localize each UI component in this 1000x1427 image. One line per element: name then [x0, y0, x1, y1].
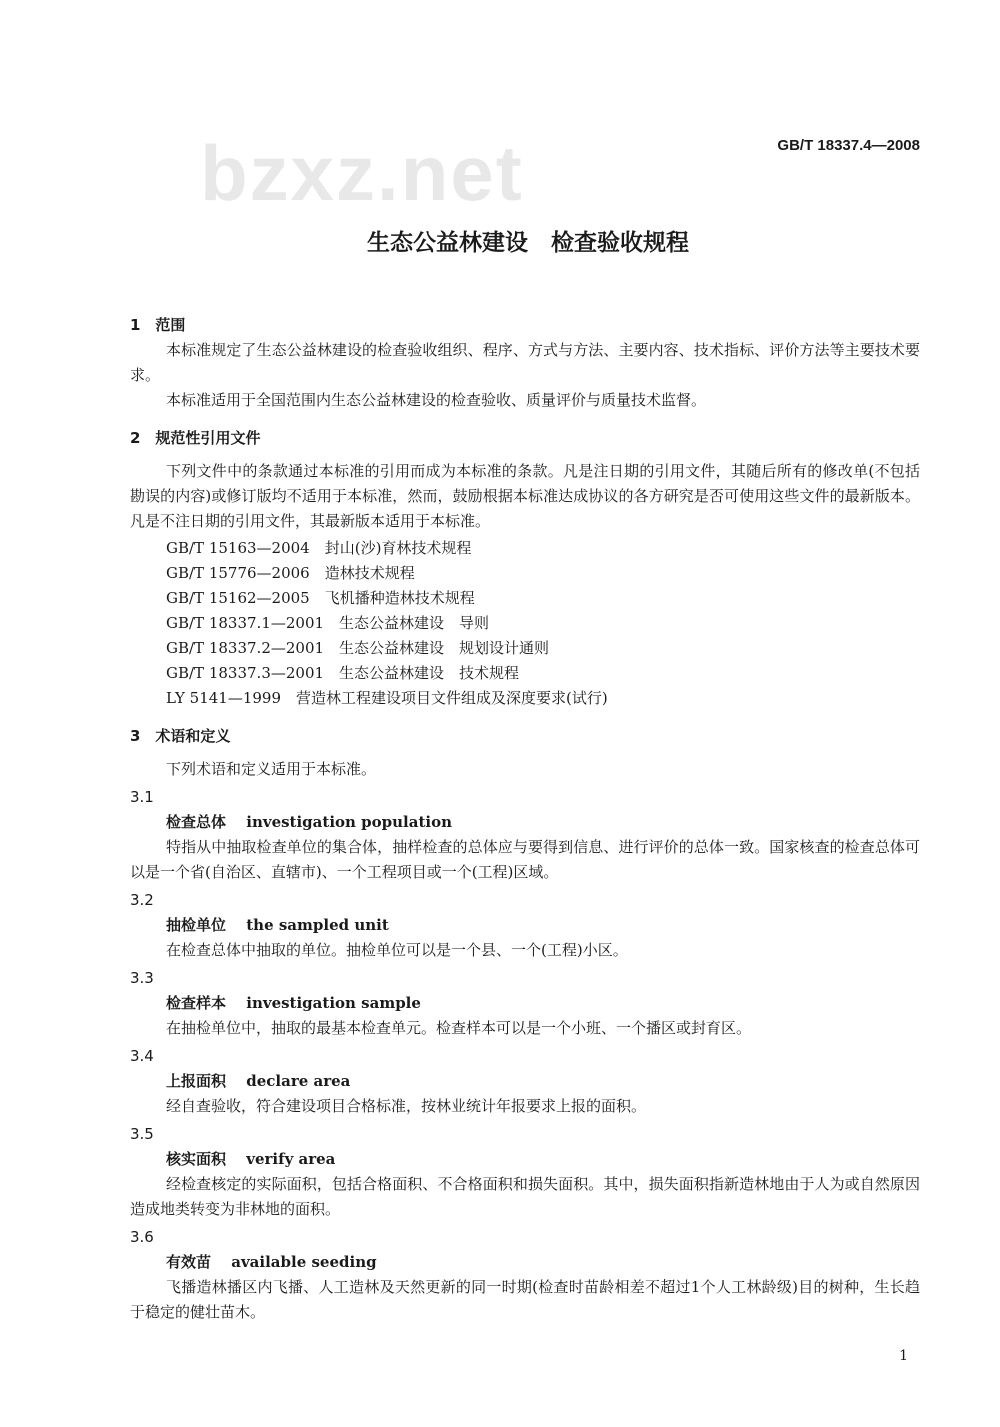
term-zh: 核实面积: [166, 1150, 227, 1168]
document-body: [130, 312, 920, 1325]
term-name: [130, 913, 920, 938]
term-definition: 在检查总体中抽取的单位。抽检单位可以是一个县、一个(工程)小区。: [166, 941, 628, 959]
term-name: [130, 1069, 920, 1094]
term-number: 3.3: [130, 969, 154, 987]
reference-item: GB/T 15163—2004 封山(沙)育林技术规程: [166, 539, 472, 557]
document-title: 生态公益林建设 检查验收规程: [367, 230, 689, 256]
reference-item: GB/T 18337.2—2001 生态公益林建设 规划设计通则: [166, 639, 550, 657]
term-definition: 经检查核定的实际面积，包括合格面积、不合格面积和损失面积。其中，损失面积指新造林地由于人为或自然原因造成地类转变为非林地的面积。: [130, 1175, 920, 1218]
term-en: declare area: [246, 1072, 351, 1090]
term-en: the sampled unit: [246, 916, 389, 934]
term-definition: 在抽检单位中，抽取的最基本检查单元。检查样本可以是一个小班、一个播区或封育区。: [166, 1019, 752, 1037]
term-definition: 经自查验收，符合建设项目合格标准，按林业统计年报要求上报的面积。: [166, 1097, 647, 1115]
term-name: [130, 1147, 920, 1172]
section-heading-scope: 1 范围: [130, 316, 186, 334]
reference-list: [130, 536, 920, 711]
term-zh: 上报面积: [166, 1072, 227, 1090]
reference-item: GB/T 15776—2006 造林技术规程: [166, 564, 415, 582]
term-number: 3.6: [130, 1228, 154, 1246]
term-number: 3.2: [130, 891, 154, 909]
standard-code: GB/T 18337.4—2008: [777, 137, 920, 154]
term-zh: 检查样本: [166, 994, 227, 1012]
term-en: verify area: [246, 1150, 336, 1168]
term-number: 3.5: [130, 1125, 154, 1143]
term-number: 3.1: [130, 788, 154, 806]
term-zh: 检查总体: [166, 813, 227, 831]
reference-item: GB/T 15162—2005 飞机播种造林技术规程: [166, 589, 475, 607]
reference-item: GB/T 18337.1—2001 生态公益林建设 导则: [166, 614, 490, 632]
term-definition: 飞播造林播区内飞播、人工造林及天然更新的同一时期(检查时苗龄相差不超过1个人工林龄级)目的树种，生长趋于稳定的健壮苗木。: [130, 1278, 920, 1321]
term-en: investigation population: [246, 813, 452, 831]
reference-item: LY 5141—1999 营造林工程建设项目文件组成及深度要求(试行): [166, 689, 608, 707]
scope-paragraph: 本标准规定了生态公益林建设的检查验收组织、程序、方式与方法、主要内容、技术指标、评价方法等主要技术要求。: [130, 341, 920, 384]
term-name: [130, 810, 920, 835]
term-number: 3.4: [130, 1047, 154, 1065]
references-paragraph: 下列文件中的条款通过本标准的引用而成为本标准的条款。凡是注日期的引用文件，其随后所有的修改单(不包括勘误的内容)或修订版均不适用于本标准，然而，鼓励根据本标准达成协议的各方研究是否可使用这些文件的最新版本。凡是不注日期的引用文件，其最新版本适用于本标准。: [130, 462, 920, 530]
term-definition: 特指从中抽取检查单位的集合体，抽样检查的总体应与要得到信息、进行评价的总体一致。国家核查的检查总体可以是一个省(自治区、直辖市)、一个工程项目或一个(工程)区域。: [130, 838, 920, 881]
section-heading-terms: 3 术语和定义: [130, 727, 231, 745]
section-heading-normative-references: 2 规范性引用文件: [130, 429, 261, 447]
terms-intro: 下列术语和定义适用于本标准。: [166, 760, 377, 778]
reference-item: GB/T 18337.3—2001 生态公益林建设 技术规程: [166, 664, 520, 682]
page-number: 1: [899, 1348, 908, 1364]
scope-paragraph: 本标准适用于全国范围内生态公益林建设的检查验收、质量评价与质量技术监督。: [166, 391, 707, 409]
term-en: investigation sample: [246, 994, 421, 1012]
watermark: bzxz.net: [200, 129, 524, 217]
term-zh: 有效苗: [166, 1253, 212, 1271]
term-name: [130, 1250, 920, 1275]
term-zh: 抽检单位: [166, 916, 227, 934]
term-en: available seeding: [231, 1253, 377, 1271]
term-name: [130, 991, 920, 1016]
